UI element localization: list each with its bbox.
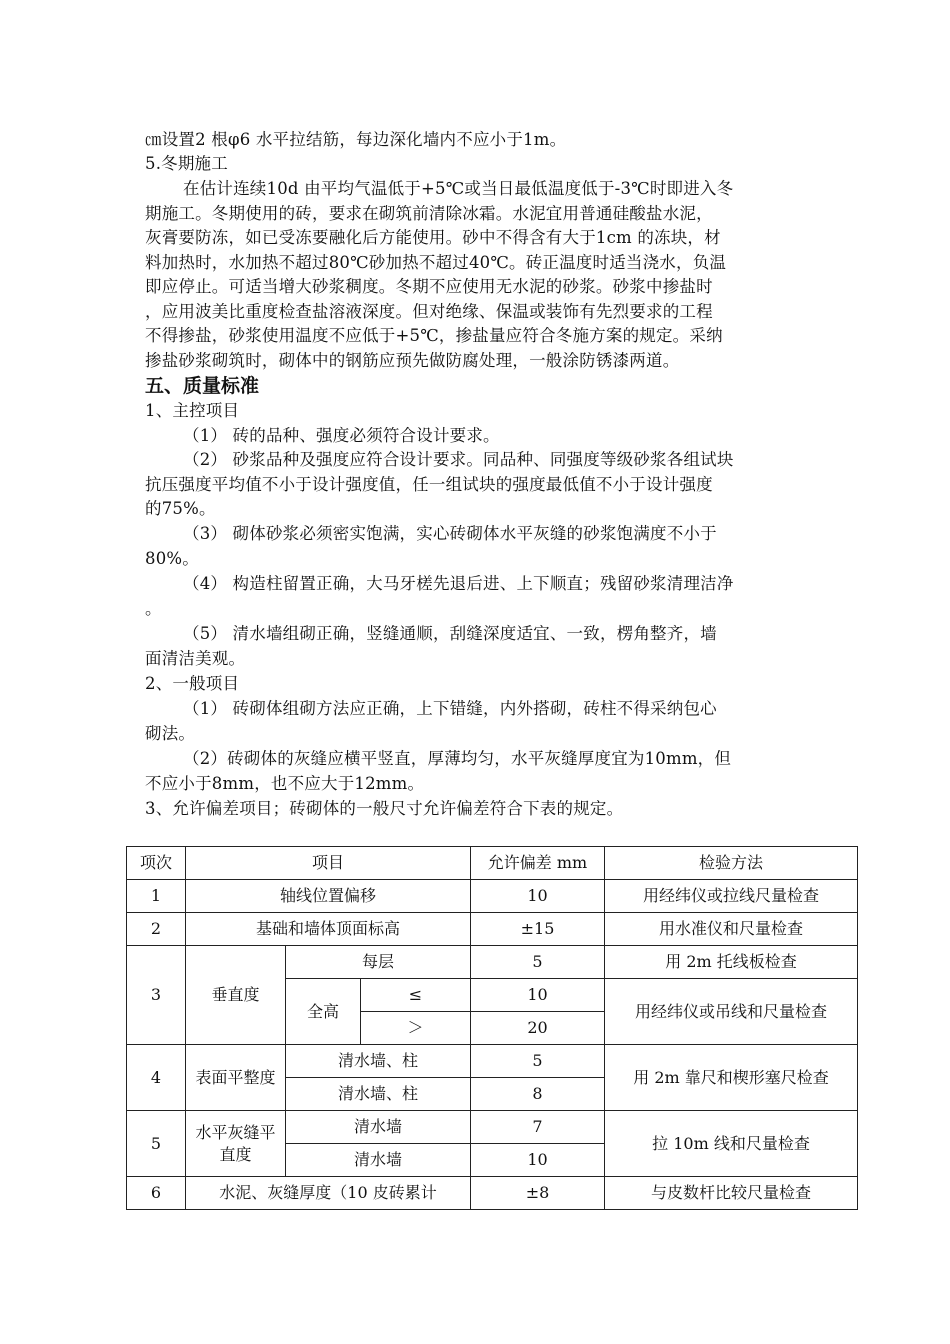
paragraph-line: 掺盐砂浆砌筑时，砌体中的钢筋应预先做防腐处理，一般涂防锈漆两道。 bbox=[145, 351, 680, 370]
table-cell: 用经纬仪或拉线尺量检查 bbox=[605, 880, 858, 913]
table-cell: 8 bbox=[471, 1078, 605, 1111]
section-heading: 五、质量标准 bbox=[145, 375, 260, 397]
table-cell: 用经纬仪或吊线和尺量检查 bbox=[605, 979, 858, 1045]
table-cell: 每层 bbox=[286, 946, 471, 979]
paragraph-line: （1） 砖的品种、强度必须符合设计要求。 bbox=[183, 426, 500, 445]
table-cell: 垂直度 bbox=[186, 946, 286, 1045]
paragraph-line: 面清洁美观。 bbox=[145, 649, 246, 668]
paragraph-line: （2）砖砌体的灰缝应横平竖直，厚薄均匀，水平灰缝厚度宜为10mm，但 bbox=[183, 749, 732, 768]
paragraph-line: 。 bbox=[145, 599, 162, 618]
table-cell: 10 bbox=[471, 979, 605, 1012]
paragraph-line: （1） 砖砌体组砌方法应正确，上下错缝，内外搭砌，砖柱不得采纳包心 bbox=[183, 699, 717, 718]
table-cell: 清水墙、柱 bbox=[286, 1045, 471, 1078]
table-row bbox=[127, 913, 858, 946]
table-cell: 用水准仪和尺量检查 bbox=[605, 913, 858, 946]
table-row bbox=[127, 1111, 858, 1144]
table-cell: 表面平整度 bbox=[186, 1045, 286, 1111]
table-cell: 1 bbox=[127, 880, 186, 913]
paragraph-line: 灰膏要防冻，如已受冻要融化后方能使用。砂中不得含有大于1cm 的冻块，材 bbox=[145, 228, 721, 247]
paragraph-line: （5） 清水墙组砌正确，竖缝通顺，刮缝深度适宜、一致，楞角整齐，墙 bbox=[183, 624, 717, 643]
paragraph-line: （4） 构造柱留置正确，大马牙槎先退后进、上下顺直；残留砂浆清理洁净 bbox=[183, 574, 734, 593]
paragraph-line: 80%。 bbox=[145, 549, 199, 568]
table-cell: 5 bbox=[127, 1111, 186, 1177]
table-cell: 5 bbox=[471, 1045, 605, 1078]
tolerance-table bbox=[126, 846, 858, 1210]
table-cell: ＞ bbox=[361, 1012, 471, 1045]
table-cell: 清水墙、柱 bbox=[286, 1078, 471, 1111]
subsection-title: 1、主控项目 bbox=[145, 401, 240, 420]
table-cell: 7 bbox=[471, 1111, 605, 1144]
subsection-title: 2、一般项目 bbox=[145, 674, 240, 693]
paragraph-line: 在估计连续10d 由平均气温低于+5℃或当日最低温度低于-3℃时即进入冬 bbox=[183, 179, 734, 198]
table-cell: 10 bbox=[471, 880, 605, 913]
paragraph-line: 砌法。 bbox=[145, 724, 196, 743]
subsection-title: 5.冬期施工 bbox=[145, 154, 228, 173]
table-cell: ±15 bbox=[471, 913, 605, 946]
table-row bbox=[127, 946, 858, 979]
paragraph-line: （3） 砌体砂浆必须密实饱满，实心砖砌体水平灰缝的砂浆饱满度不小于 bbox=[183, 524, 717, 543]
table-cell: 用 2m 托线板检查 bbox=[605, 946, 858, 979]
table-row bbox=[127, 880, 858, 913]
table-cell: 用 2m 靠尺和楔形塞尺检查 bbox=[605, 1045, 858, 1111]
paragraph-line: 期施工。冬期使用的砖，要求在砌筑前清除冰霜。水泥宜用普通硅酸盐水泥， bbox=[145, 204, 713, 223]
paragraph-line: 不应小于8mm，也不应大于12mm。 bbox=[145, 774, 425, 793]
paragraph-line: 料加热时，水加热不超过80℃砂加热不超过40℃。砖正温度时适当浇水，负温 bbox=[145, 253, 727, 272]
paragraph-line: 的75%。 bbox=[145, 499, 216, 518]
header-cell: 允许偏差 mm bbox=[471, 847, 605, 880]
paragraph-line: （2） 砂浆品种及强度应符合设计要求。同品种、同强度等级砂浆各组试块 bbox=[183, 450, 734, 469]
table-cell: 5 bbox=[471, 946, 605, 979]
header-cell: 检验方法 bbox=[605, 847, 858, 880]
header-cell: 项目 bbox=[186, 847, 471, 880]
table-cell: 10 bbox=[471, 1144, 605, 1177]
table-cell: 清水墙 bbox=[286, 1111, 471, 1144]
paragraph-line: ，应用波美比重度检查盐溶液深度。但对绝缘、保温或装饰有先烈要求的工程 bbox=[145, 302, 713, 321]
header-cell: 项次 bbox=[127, 847, 186, 880]
table-cell: 20 bbox=[471, 1012, 605, 1045]
table-cell: 全高 bbox=[286, 979, 361, 1045]
paragraph-line: ㎝设置2 根φ6 水平拉结筋，每边深化墙内不应小于1m。 bbox=[145, 130, 567, 149]
table-cell: 基础和墙体顶面标高 bbox=[186, 913, 471, 946]
table-cell: 拉 10m 线和尺量检查 bbox=[605, 1111, 858, 1177]
table-cell: 2 bbox=[127, 913, 186, 946]
table-header-row bbox=[127, 847, 858, 880]
table-row bbox=[127, 1045, 858, 1078]
paragraph-line: 抗压强度平均值不小于设计强度值，任一组试块的强度最低值不小于设计强度 bbox=[145, 475, 713, 494]
table-cell: 与皮数杆比较尺量检查 bbox=[605, 1177, 858, 1210]
paragraph-line: 不得掺盐，砂浆使用温度不应低于+5℃，掺盐量应符合冬施方案的规定。采纳 bbox=[145, 326, 723, 345]
table-cell: ±8 bbox=[471, 1177, 605, 1210]
table-cell: 6 bbox=[127, 1177, 186, 1210]
subsection-title: 3、允许偏差项目；砖砌体的一般尺寸允许偏差符合下表的规定。 bbox=[145, 799, 624, 818]
table-cell: 3 bbox=[127, 946, 186, 1045]
table-cell: 水泥、灰缝厚度（10 皮砖累计 bbox=[186, 1177, 471, 1210]
table-cell: 4 bbox=[127, 1045, 186, 1111]
table-cell: 清水墙 bbox=[286, 1144, 471, 1177]
table-cell: ≤ bbox=[361, 979, 471, 1012]
table-row bbox=[127, 1177, 858, 1210]
table-cell: 水平灰缝平直度 bbox=[186, 1111, 286, 1177]
paragraph-line: 即应停止。可适当增大砂浆稠度。冬期不应使用无水泥的砂浆。砂浆中掺盐时 bbox=[145, 277, 713, 296]
table-cell: 轴线位置偏移 bbox=[186, 880, 471, 913]
